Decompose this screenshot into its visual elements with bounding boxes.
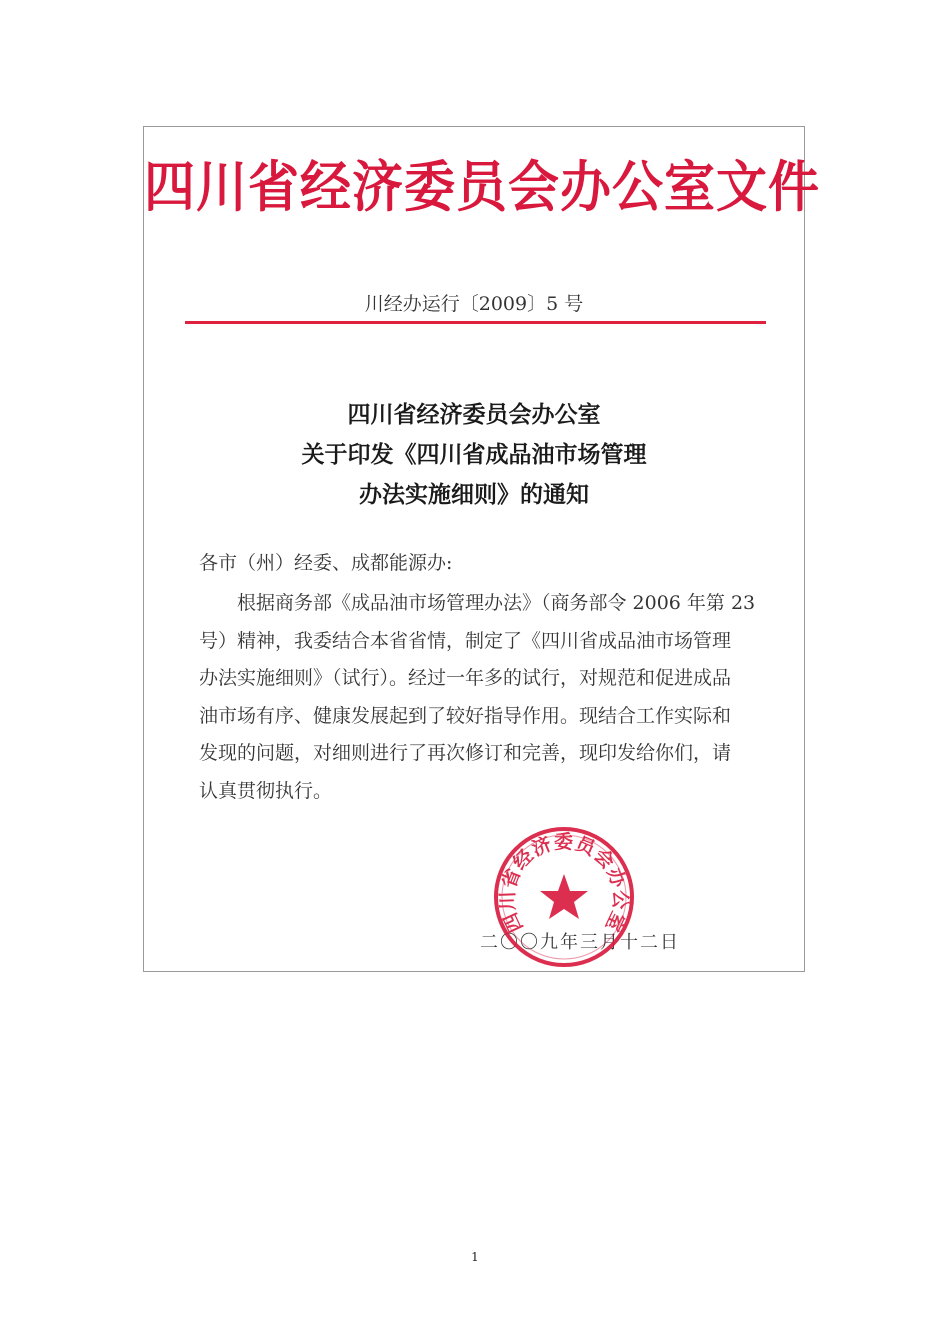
- body-line-4: 油市场有序、健康发展起到了较好指导作用。现结合工作实际和: [199, 704, 732, 727]
- seal-star-icon: [540, 874, 588, 919]
- official-seal-icon: [489, 822, 639, 972]
- notice-title-line-2: 关于印发《四川省成品油市场管理: [301, 441, 647, 468]
- body-line-3: 办法实施细则》（试行）。经过一年多的试行，对规范和促进成品: [199, 667, 732, 690]
- document-number: 川经办运行〔2009〕5 号: [364, 293, 584, 315]
- body-line-6: 认真贯彻执行。: [199, 779, 333, 802]
- addressee: 各市（州）经委、成都能源办:: [199, 552, 453, 574]
- body-line-5: 发现的问题，对细则进行了再次修订和完善，现印发给你们，请: [199, 742, 732, 765]
- body-line-2: 号）精神，我委结合本省省情，制定了《四川省成品油市场管理: [199, 629, 732, 652]
- page-number: 1: [471, 1250, 479, 1264]
- body-line-1: 根据商务部《成品油市场管理办法》（商务部令 2006 年第 23: [237, 592, 756, 614]
- body-paragraph: [199, 585, 771, 811]
- notice-title-line-3: 办法实施细则》的通知: [359, 481, 589, 508]
- seal-text: 四川省经济委员会办公室: [496, 831, 632, 936]
- notice-title: [144, 395, 804, 515]
- notice-title-line-1: 四川省经济委员会办公室: [347, 401, 601, 428]
- red-divider-line: [185, 321, 766, 324]
- document-date: 二〇〇九年三月十二日: [480, 932, 680, 953]
- issuer-title: 四川省经济委员会办公室文件: [144, 156, 821, 220]
- document-scan: [143, 126, 821, 972]
